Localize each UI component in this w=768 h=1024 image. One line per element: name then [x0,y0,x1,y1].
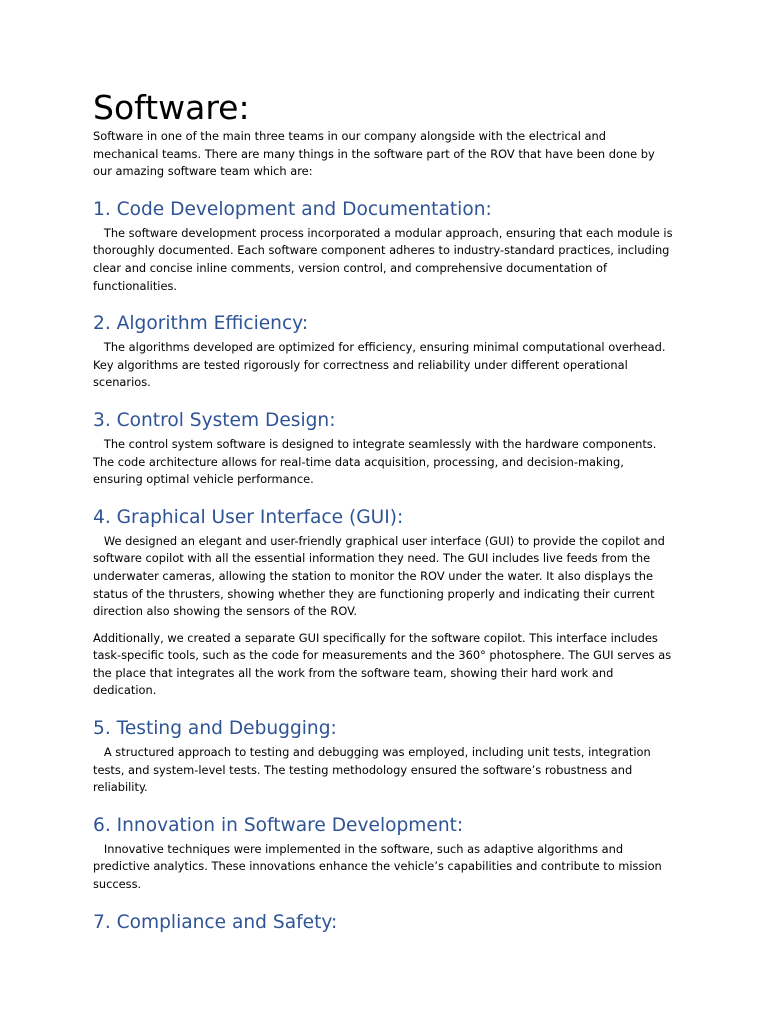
section-compliance-safety [93,912,673,934]
section-paragraph: A structured approach to testing and debugging was employed, including unit tests, integration tests, and system-level tests. The testing methodology ensured the software’s robustness and reliability. [93,745,655,795]
section-heading: 6. Innovation in Software Development: [93,814,464,836]
document-page [93,88,677,938]
section-paragraph: Additionally, we created a separate GUI specifically for the software copilot. This interface includes task-specific tools, such as the code for measurements and the 360° photosphere. The GUI serves as the place that integrates all the work from the software team, showing their hard work and dedication. [93,630,675,698]
section-paragraph: The algorithms developed are optimized for efficiency, ensuring minimal computational overhead. Key algorithms are tested rigorously for correctness and reliability under different operational scenarios. [93,340,670,390]
section-paragraph: The software development process incorporated a modular approach, ensuring that each module is thoroughly documented. Each software component adheres to industry-standard practices, including clear and concise inline comments, version control, and comprehensive documentation of functionalities. [93,225,677,293]
section-control-system [93,410,673,489]
document-title: Software: [93,88,250,127]
section-heading: 3. Control System Design: [93,409,336,431]
section-heading: 5. Testing and Debugging: [93,718,337,740]
section-gui [93,507,673,700]
intro-paragraph: Software in one of the main three teams in our company alongside with the electrical and mechanical teams. There are many things in the software part of the ROV that have been done by our amazing software team which are: [93,129,659,179]
section-paragraph: The control system software is designed to integrate seamlessly with the hardware components. The code architecture allows for real-time data acquisition, processing, and decision-making, ensuring optimal vehicle performance. [93,436,660,487]
section-testing-debugging [93,718,673,797]
section-heading: 4. Graphical User Interface (GUI): [93,506,404,528]
section-heading: 1. Code Development and Documentation: [93,198,492,220]
section-code-development [93,198,677,295]
section-heading: 7. Compliance and Safety: [93,911,338,933]
section-paragraph: We designed an elegant and user-friendly graphical user interface (GUI) to provide the copilot and software copilot with all the essential information they need. The GUI includes live feeds from the underwater cameras, allowing the station to monitor the ROV under the water. It also displays the status of the thrusters, showing whether they are functioning properly and indicating their current direction also showing the sensors of the ROV. [93,533,669,619]
section-innovation [93,815,673,894]
section-heading: 2. Algorithm Efficiency: [93,313,309,335]
section-algorithm-efficiency [93,313,673,392]
section-paragraph: Innovative techniques were implemented in the software, such as adaptive algorithms and predictive analytics. These innovations enhance the vehicle’s capabilities and contribute to mission success. [93,841,666,892]
